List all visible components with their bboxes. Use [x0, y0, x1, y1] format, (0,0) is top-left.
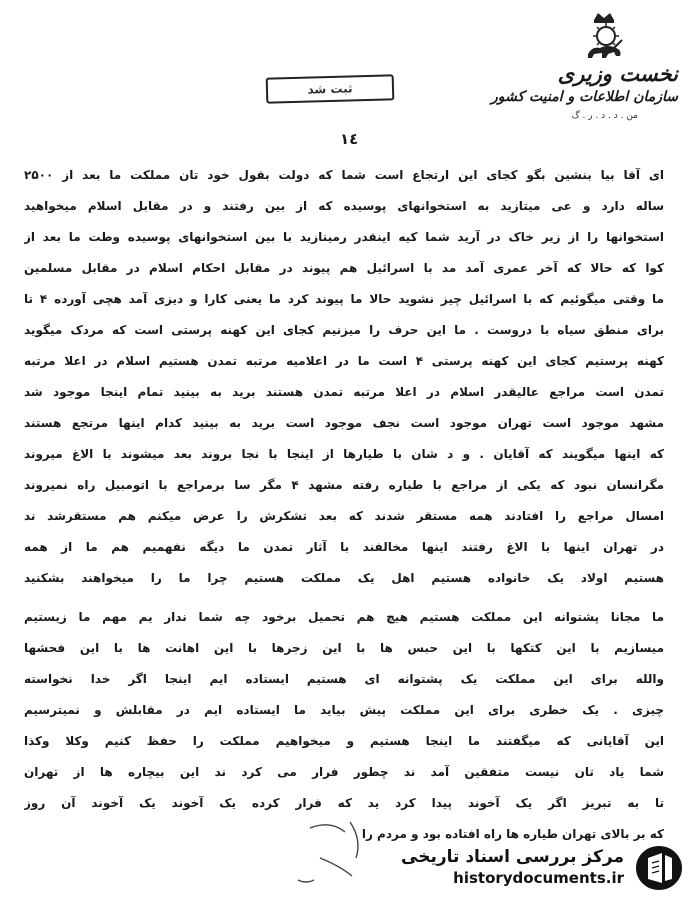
- text-line: تمدن است مراجع عالیقدر اسلام در اعلا مرتبه تمدن هستند برید به بینید تمام اینجا موجود شد: [24, 385, 664, 399]
- text-line: چیزی . یک خطری برای این مملکت پیش بیاید ما ایستاده ایم در مقابلش و نمیترسیم: [24, 703, 664, 717]
- text-line: امسال مراجع را افتادند همه مستقر شدند که بعد تشکرش را عرض میکنم هم مستقرشد ند: [24, 509, 664, 523]
- text-line: شما یاد تان نیست متفقین آمد ند چطور فرار می کرد ند این بیچاره ها از تهران: [24, 765, 664, 779]
- archive-watermark: [401, 846, 624, 888]
- text-line: که بر بالای تهران طیاره ها راه افتاده بود و مردم را: [361, 827, 664, 841]
- watermark-url: historydocuments.ir: [453, 869, 624, 887]
- organization-title: نخست وزیری: [557, 61, 678, 86]
- text-line: مگرانسان نبود که یکی از مراجع با طیاره رفته مشهد ۴ مگر سا برمراجع با اتومبیل راه نمیروند: [24, 478, 664, 492]
- page-number: ١٤: [340, 130, 359, 148]
- text-line: ما وقتی میگوئیم که با اسرائیل چیز نشوید حالا ما پیوند کرد ما یعنی کارا و دیزی آمد هچی آورده ۴ تا: [24, 292, 664, 306]
- lion-and-sun-emblem-icon: [580, 10, 628, 62]
- text-line: میسازیم با این کتکها با این حبس ها با این زجرها با این اهانت ها با این فحشها: [24, 641, 664, 655]
- reference-line: من . د . د . ر . گ: [571, 111, 638, 121]
- text-line: کوا که حالا که آخر عمری آمد مد با اسرائیل هم پیوند در مقابل احکام اسلام در مقابل مسلمین: [24, 261, 664, 275]
- organization-header: [478, 62, 678, 122]
- text-line: ای آقا بیا بنشین بگو کجای این ارتجاع است شما که دولت بقول خود تان مملکت ما بعد از ۲۵۰۰: [24, 168, 664, 182]
- text-line: این آقایانی که میگفتند ما اینجا هستیم و میخواهیم مملکت را حفظ کنیم وکلا وکذا: [24, 734, 664, 748]
- text-line: برای منطق سیاه با دروست . ما این حرف را میزنیم کجای این کهنه پرستی است که مردک میگوید: [24, 323, 664, 337]
- text-line: در تهران اینها با الاغ رفتند اینها مخالفند با آثار تمدن ما دیگه نفهمیم هم ما از همه: [24, 540, 664, 554]
- text-line: که اینها میگویند که آقایان . و د شان با طیارها از اینجا با نجا بروند بعد میشوند با الاغ میروند: [24, 447, 664, 461]
- text-line: ساله دارد و عی میتازید به استخوانهای پوسیده که از بین رفتند و در مقابل اسلام میخواهید: [24, 199, 664, 213]
- text-line: کهنه پرستیم کجای این کهنه پرستی ۴ است ما در اعلامیه مرتبه تمدن هستیم اسلام در اعلا مرتبه: [24, 354, 664, 368]
- text-line: هستیم اولاد یک خانواده هستیم اهل یک مملکت هستیم چرا ما را میخواهند بشکنید: [24, 571, 664, 585]
- text-line: والله برای این مملکت یک پشتوانه ای هستیم ایستاده ایم اینجا اگر خدا نخواسته: [24, 672, 664, 686]
- archive-logo-icon: [632, 843, 686, 893]
- document-body: [24, 160, 664, 850]
- registration-stamp: ثبت شد: [266, 74, 395, 103]
- text-line: تا به تبریز اگر یک آخوند پیدا کرد ید که فرار کرده یک آخوند یک آخوند آن روز: [24, 796, 664, 810]
- watermark-name: مرکز بررسی اسناد تاریخی: [401, 847, 624, 867]
- organization-subtitle: سازمان اطلاعات و امنیت کشور: [491, 89, 678, 105]
- text-line: مشهد موجود است تهران موجود است نجف موجود است برید به بینید کدام اینها مرتجع هستند: [24, 416, 664, 430]
- text-line: استخوانها را از زیر خاک در آرید شما کیه اینقدر رمینازید با بین استخوانهای پوسیده وطت ما بعد از: [24, 230, 664, 244]
- text-line: ما مجانا پشتوانه این مملکت هستیم هیچ هم تحمیل برخود چه شما ندار یم مهم ما زیستیم: [24, 610, 664, 624]
- handwritten-mark-icon: [290, 810, 400, 890]
